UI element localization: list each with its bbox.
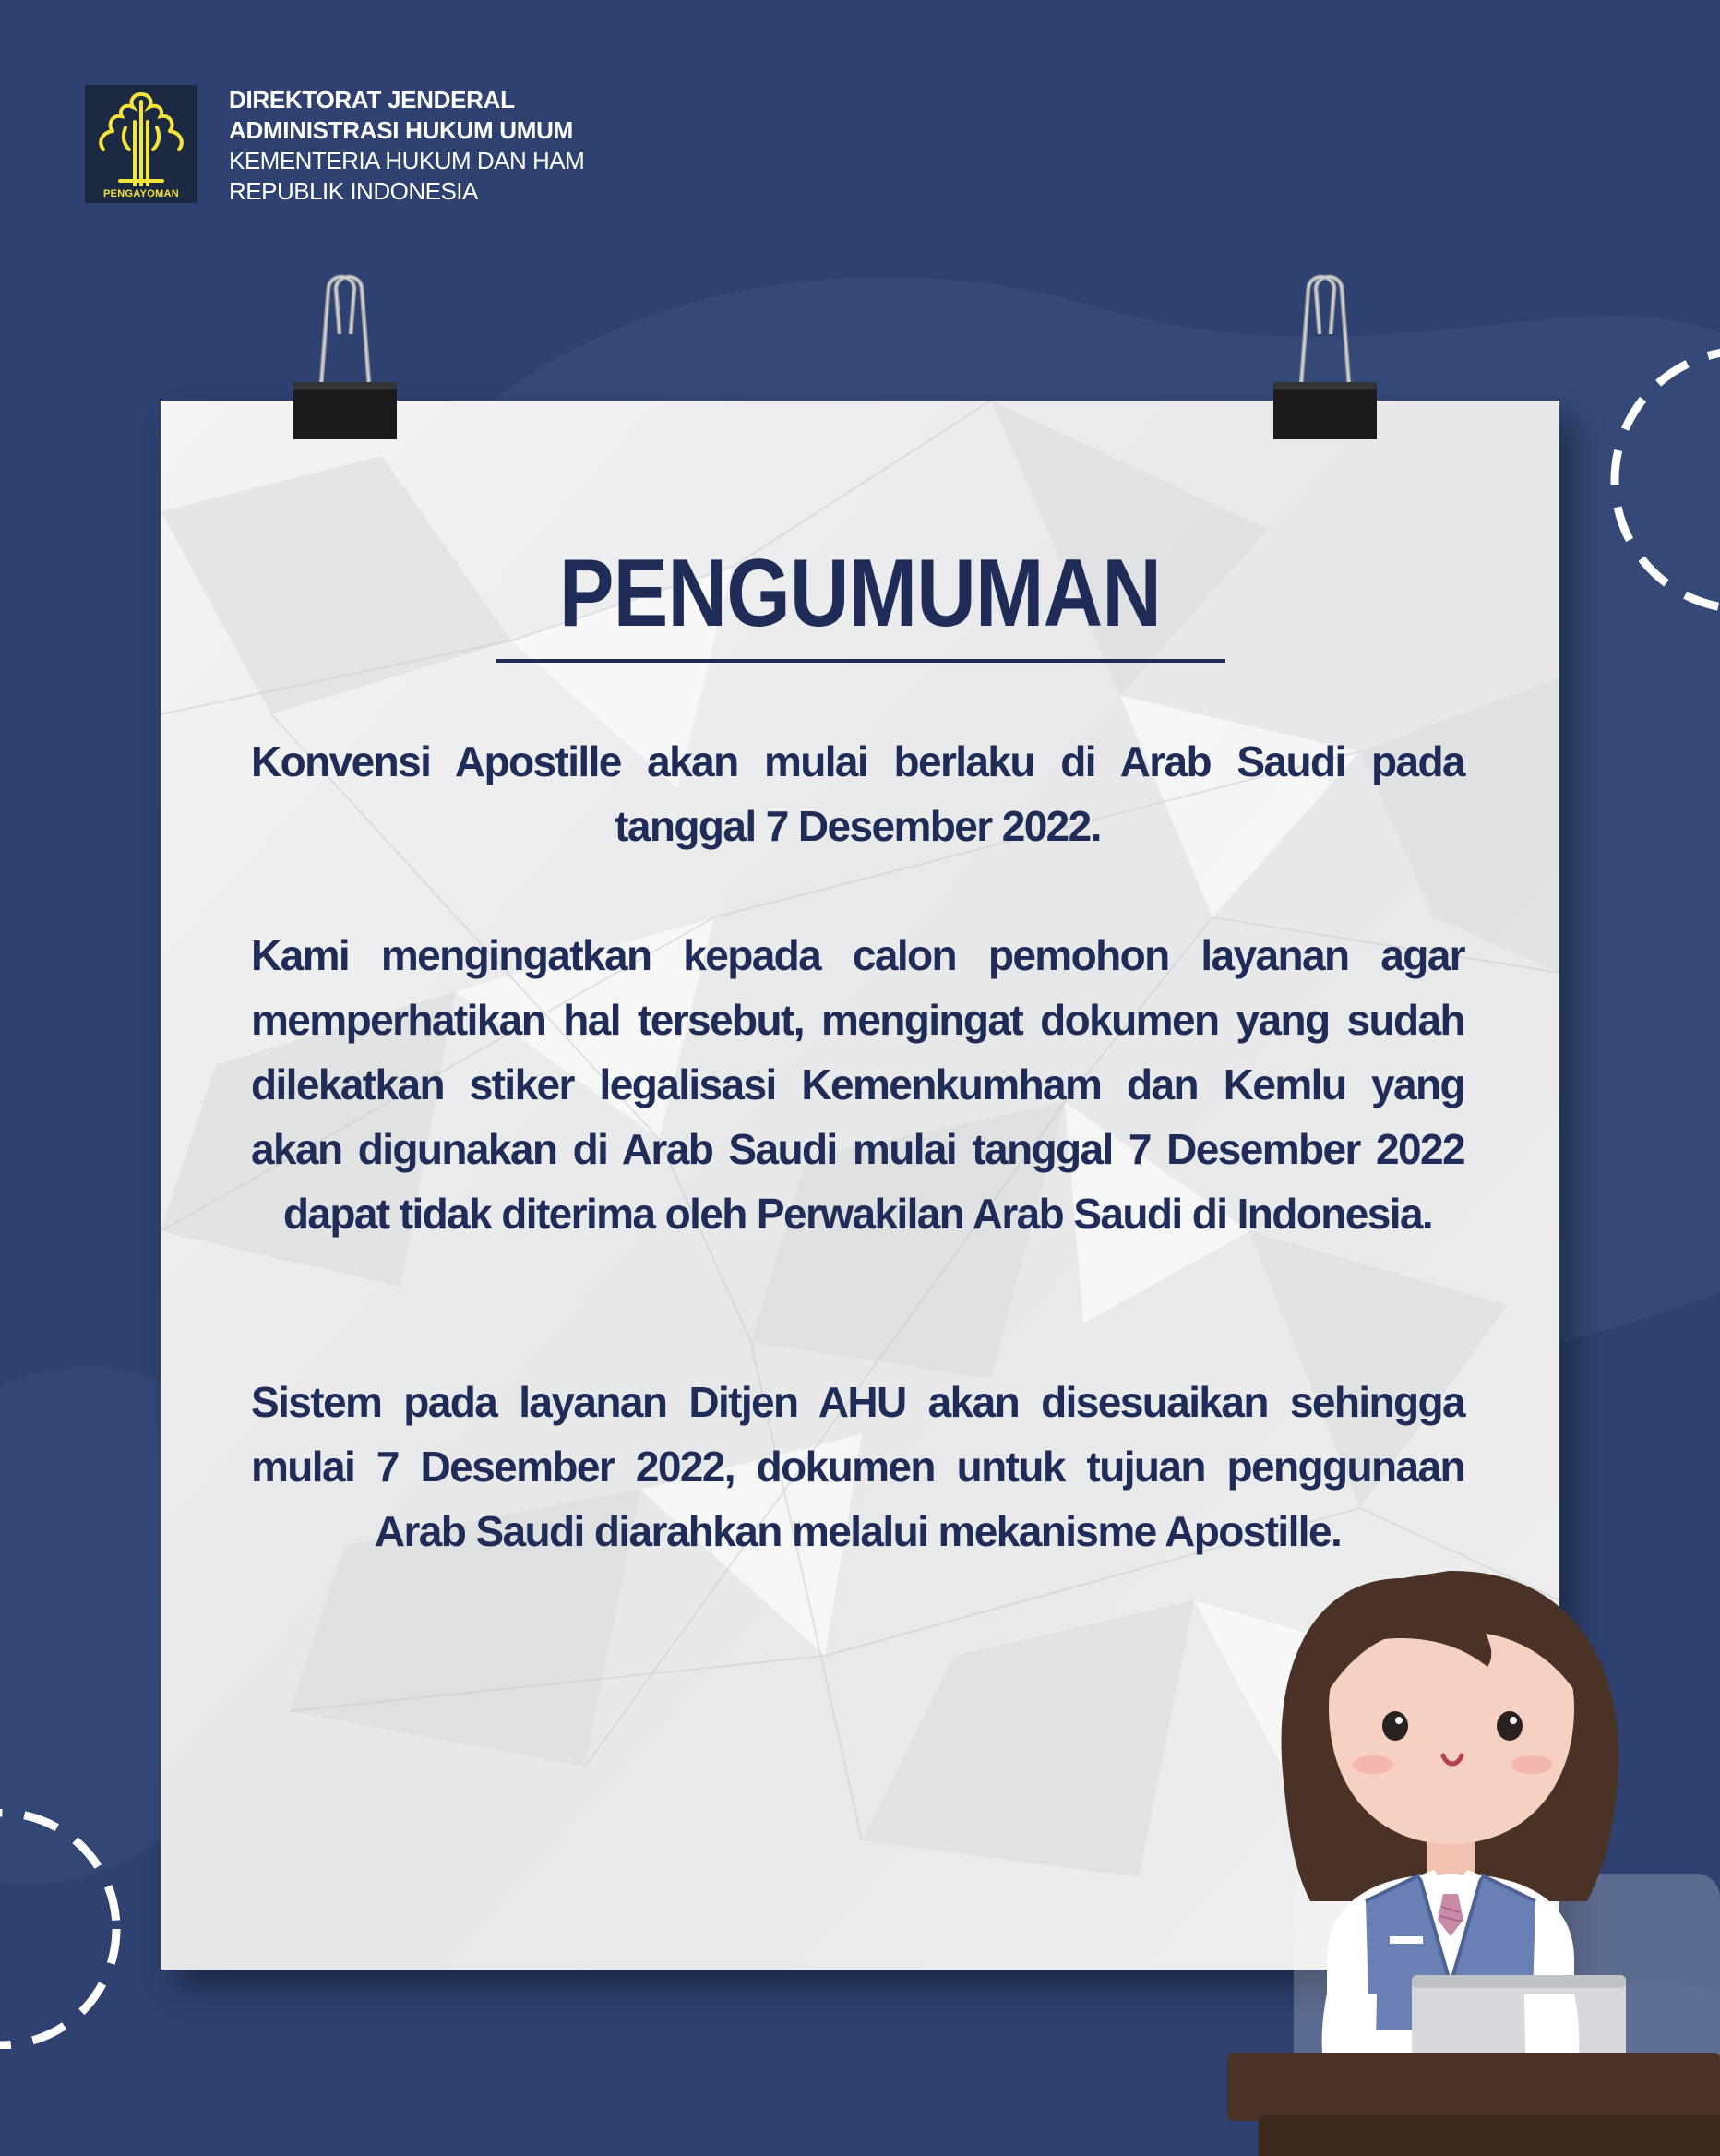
organization-name [229,85,584,207]
paragraph-3: Sistem pada layanan Ditjen AHU akan disesuaikan sehingga mulai 7 Desember 2022, dokumen untuk tujuan penggunaan Arab Saudi diarahkan melalui mekanisme Apostille. [251,1378,1464,1555]
title-underline [496,659,1225,663]
dashed-circle-left-decoration [0,1809,138,2049]
binder-clip-left-icon [292,270,399,445]
org-line-3: KEMENTERIA HUKUM DAN HAM [229,147,585,174]
org-line-1: DIREKTORAT JENDERAL [229,86,515,114]
header [85,85,584,203]
logo-caption: PENGAYOMAN [102,188,180,199]
receptionist-woman-illustration [1218,1551,1720,2156]
org-line-4: REPUBLIK INDONESIA [229,177,478,205]
dashed-circle-right-decoration [1606,341,1720,646]
paragraph-1: Konvensi Apostille akan mulai berlaku di Arab Saudi pada tanggal 7 Desember 2022. [251,737,1464,850]
pengayoman-tree-icon [85,85,197,203]
announcement-title: PENGUMUMAN [558,540,1162,647]
pengayoman-logo [85,85,197,203]
org-line-2: ADMINISTRASI HUKUM UMUM [229,116,573,144]
paragraph-2: Kami mengingatkan kepada calon pemohon layanan agar memperhatikan hal tersebut, mengingat dokumen yang sudah dilekatkan stiker legalisasi Kemenkumham dan Kemlu yang akan digunakan di Arab Saudi mulai tanggal 7 Desember 2022 dapat tidak diterima oleh Perwakilan Arab Saudi di Indonesia. [251,931,1464,1238]
binder-clip-right-icon [1272,270,1379,445]
